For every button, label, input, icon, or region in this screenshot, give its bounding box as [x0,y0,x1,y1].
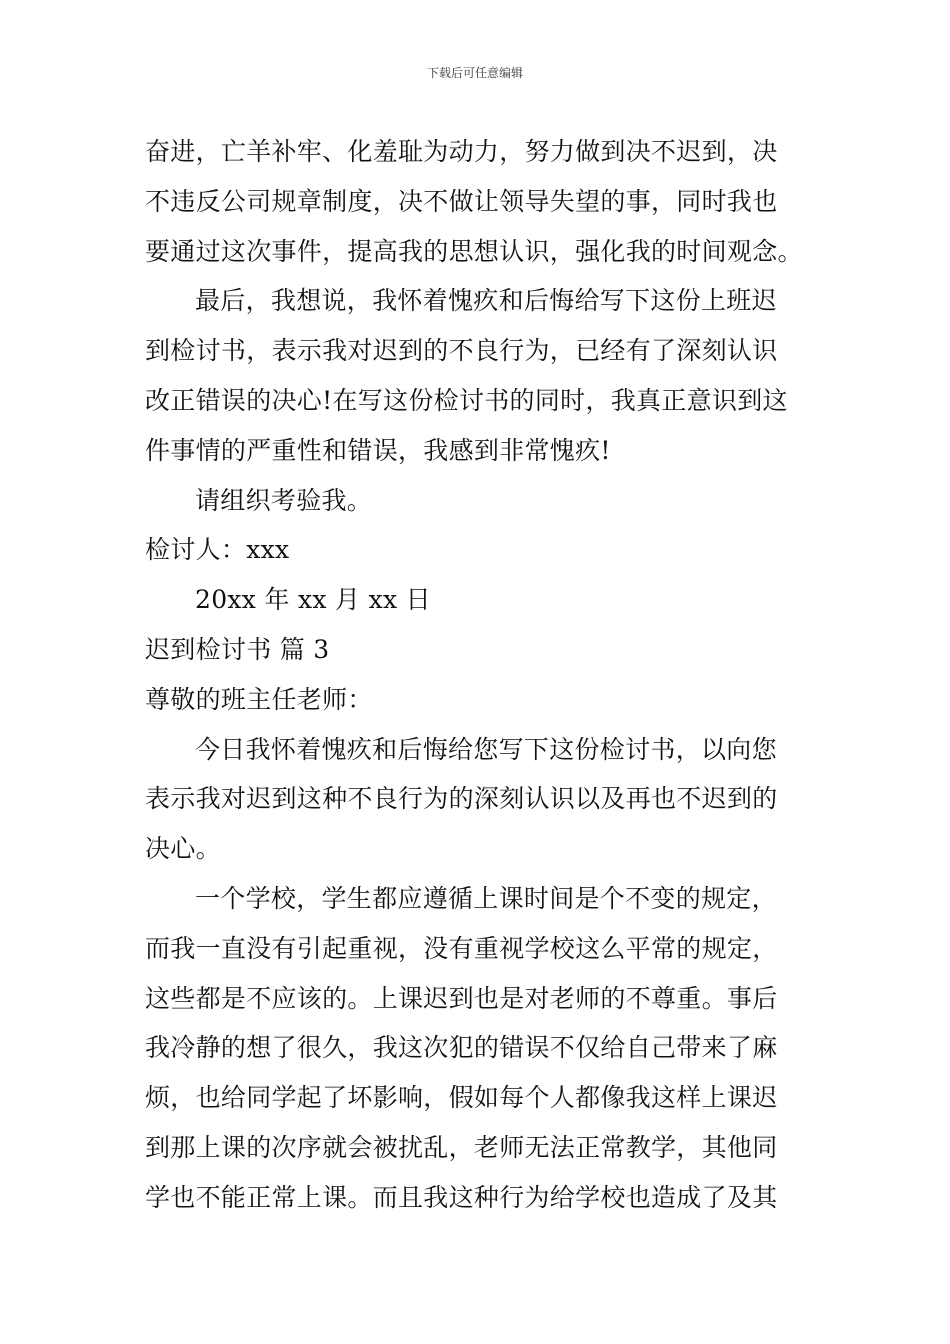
text-line: 请组织考验我。 [195,485,373,515]
text-line: 最后，我想说，我怀着愧疚和后悔给写下这份上班迟 [195,286,777,316]
text-line: 决心。 [145,834,221,864]
text-line: 到那上课的次序就会被扰乱，老师无法正常教学，其他同 [145,1132,778,1162]
document-body [145,127,810,1223]
text-line: 迟到检讨书 篇 3 [145,634,330,664]
text-line: 我冷静的想了很久，我这次犯的错误不仅给自己带来了麻 [145,1033,778,1063]
text-line: 表示我对迟到这种不良行为的深刻认识以及再也不迟到的 [145,784,778,814]
text-line: 到检讨书，表示我对迟到的不良行为，已经有了深刻认识 [145,336,778,366]
text-line: 要通过这次事件，提高我的思想认识，强化我的时间观念。 [145,236,803,266]
text-line: 今日我怀着愧疚和后悔给您写下这份检讨书，以向您 [195,734,777,764]
page-header: 下载后可任意编辑 [426,66,523,80]
text-line: 这些都是不应该的。上课迟到也是对老师的不尊重。事后 [145,983,778,1013]
text-line: 一个学校，学生都应遵循上课时间是个不变的规定， [195,883,777,913]
text-line: 检讨人：xxx [145,535,290,565]
text-line: 改正错误的决心!在写这份检讨书的同时，我真正意识到这 [145,385,788,415]
text-line: 而我一直没有引起重视，没有重视学校这么平常的规定， [145,933,778,963]
text-line: 烦，也给同学起了坏影响，假如每个人都像我这样上课迟 [145,1083,778,1113]
text-line: 奋进，亡羊补牢、化羞耻为动力，努力做到决不迟到，决 [145,137,778,166]
text-line: 件事情的严重性和错误，我感到非常愧疚! [145,435,611,465]
text-line: 尊敬的班主任老师： [145,684,373,714]
text-line: 20xx 年 xx 月 xx 日 [195,585,431,615]
text-line: 学也不能正常上课。而且我这种行为给学校也造成了及其 [145,1182,778,1212]
text-line: 不违反公司规章制度，决不做让领导失望的事，同时我也 [145,186,778,216]
